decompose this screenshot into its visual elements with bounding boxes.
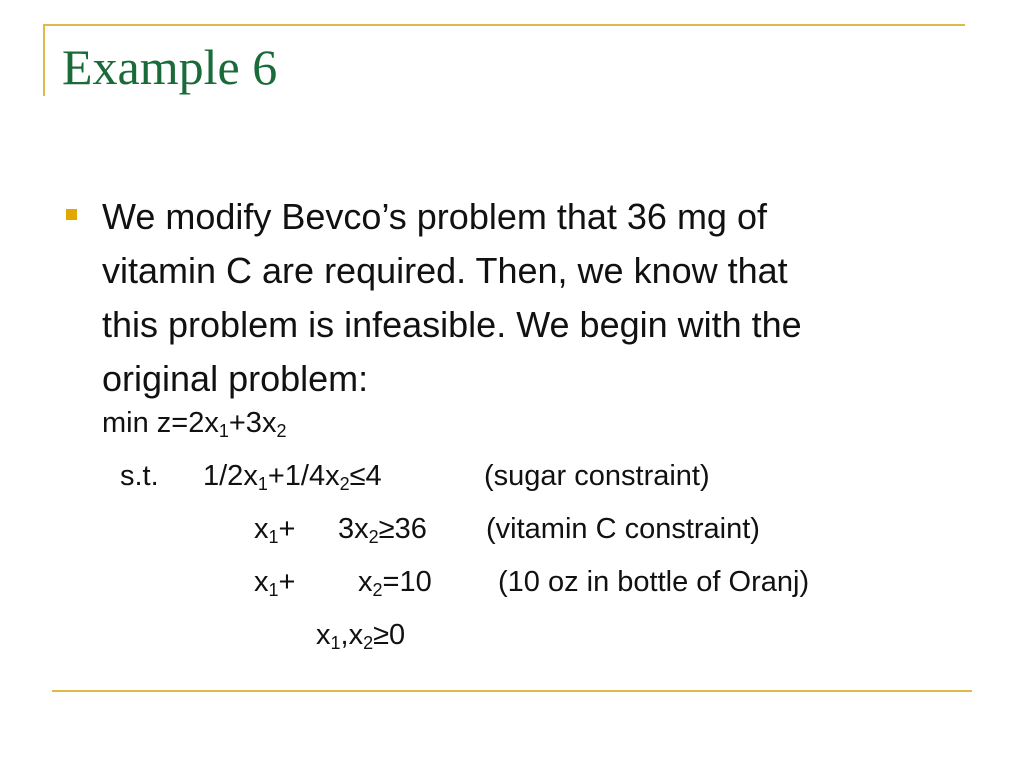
vitamin-c-constraint-label: (vitamin C constraint)	[486, 513, 760, 545]
sugar-constraint-label: (sugar constraint)	[484, 460, 710, 492]
vitamin-c-constraint-x2: $3x_2\ge 36$	[338, 513, 427, 547]
paragraph-line: original problem:	[102, 358, 369, 399]
sugar-constraint-expression: $1/2x_1+1/4x_2\le 4$	[203, 460, 382, 494]
objective-function: $\min z=2x_1+3x_2$	[102, 407, 287, 441]
frame-left-line	[43, 24, 45, 96]
subject-to-label: s.t.	[120, 460, 159, 492]
slide-title: Example 6	[62, 39, 278, 95]
bullet-square-icon	[66, 209, 77, 220]
nonnegativity-constraint: $x_1,x_2\ge 0$	[316, 619, 406, 653]
bottle-constraint-x2: $x_2=10$	[358, 566, 432, 600]
paragraph-line: vitamin C are required. Then, we know that	[102, 250, 788, 291]
paragraph-line: We modify Bevco’s problem that 36 mg of	[102, 196, 767, 237]
bottle-constraint-label: (10 oz in bottle of Oranj)	[498, 566, 810, 598]
frame-bottom-line	[52, 690, 972, 692]
bottle-constraint-x1: $x_1+$	[254, 566, 296, 600]
vitamin-c-constraint-x1: $x_1+$	[254, 513, 296, 547]
bullet-paragraph	[102, 190, 962, 406]
frame-top-line	[43, 24, 965, 26]
paragraph-line: this problem is infeasible. We begin with the	[102, 304, 802, 345]
